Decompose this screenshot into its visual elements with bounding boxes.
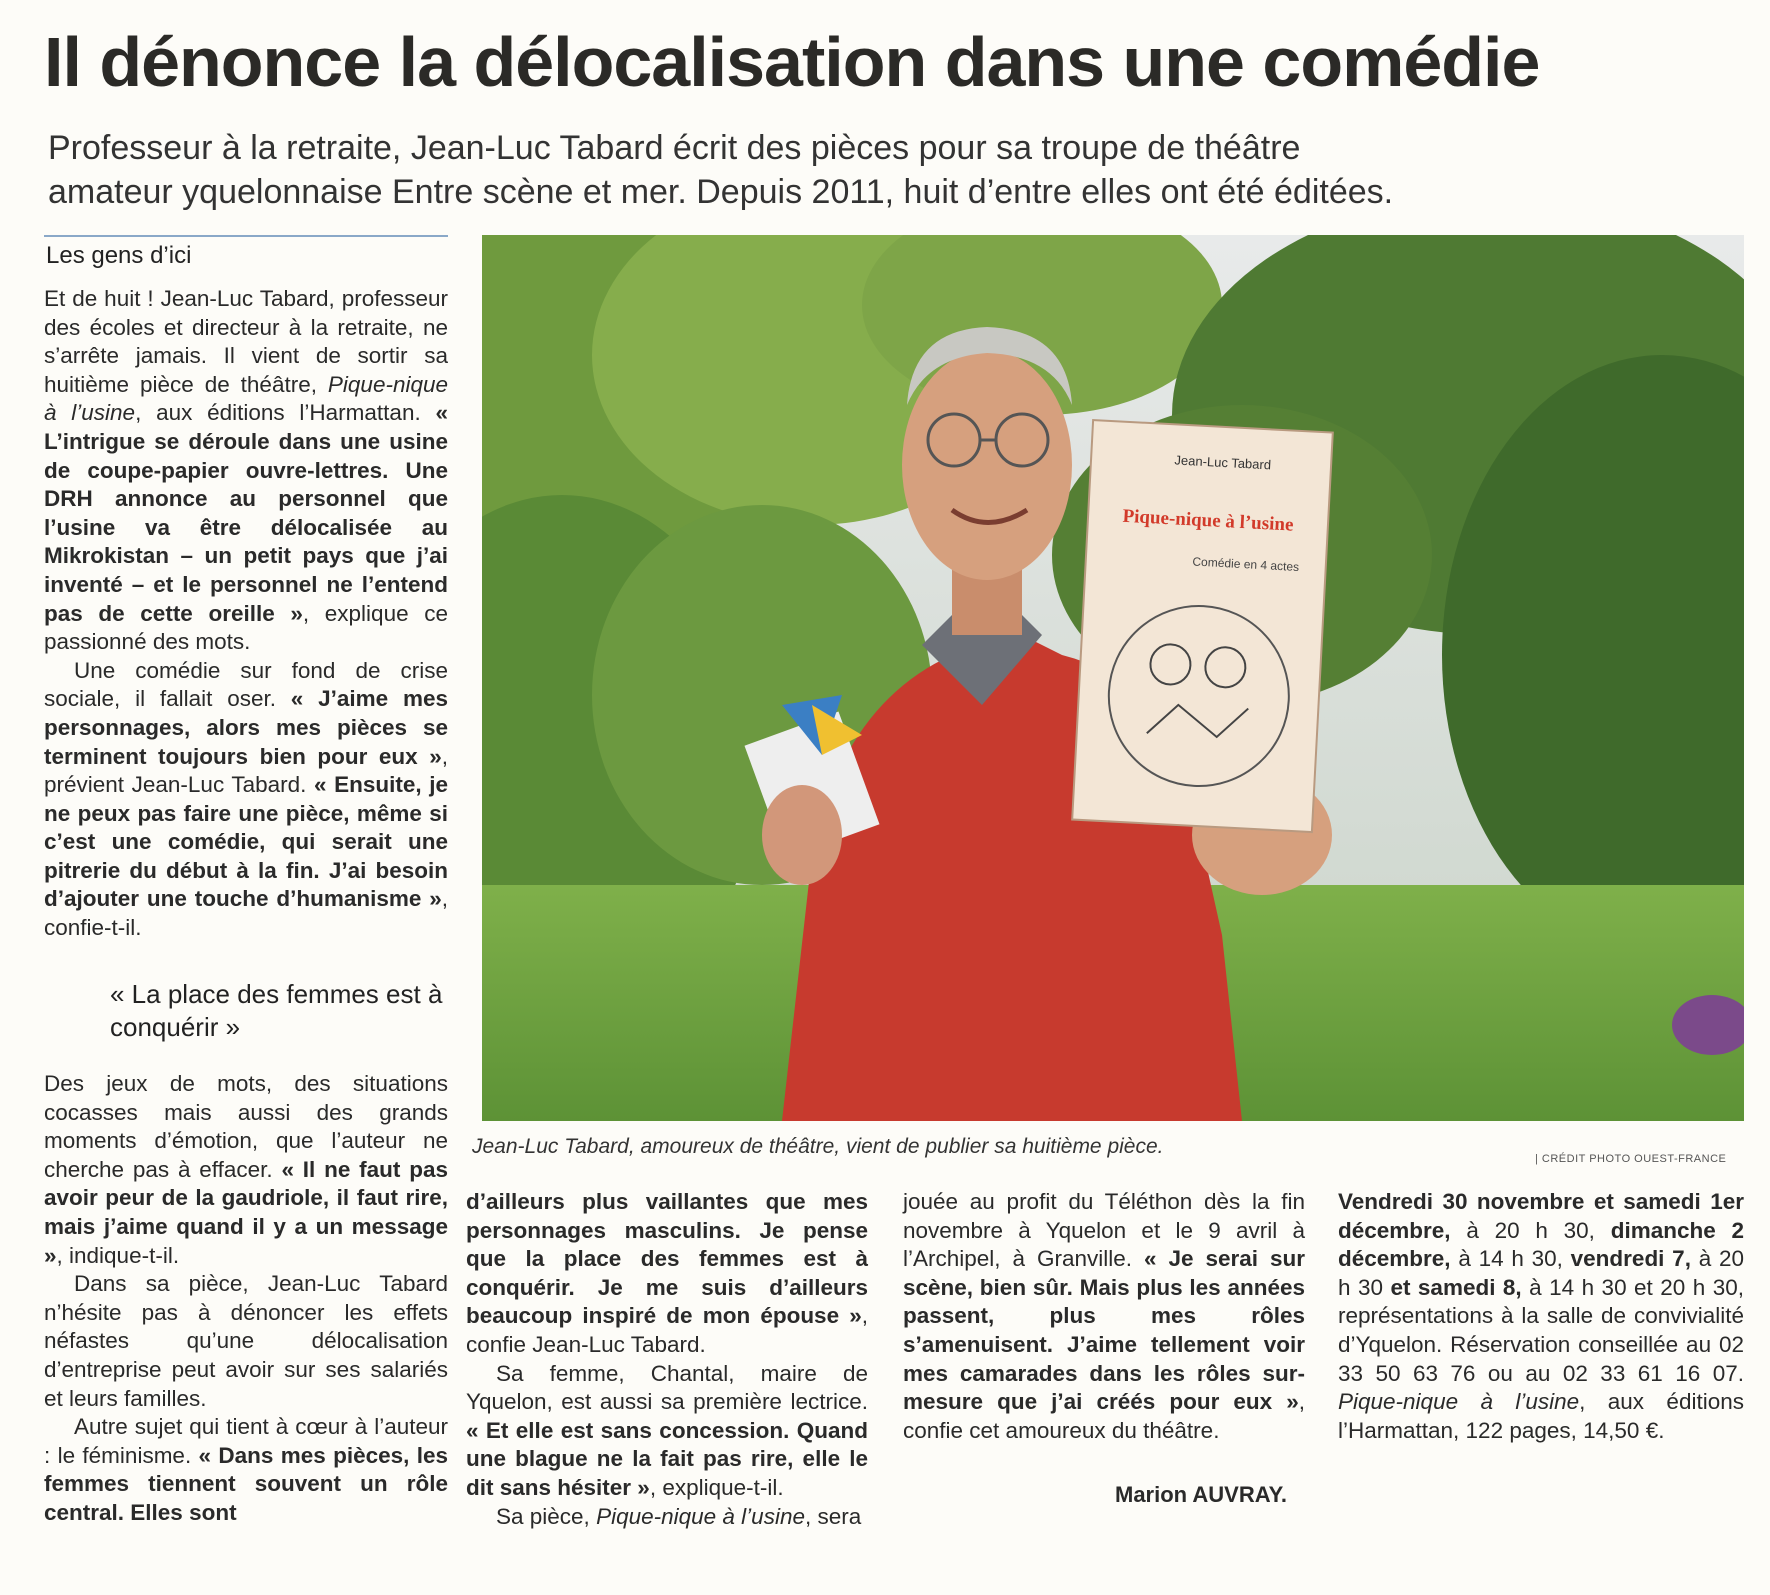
body-text: à 14 h 30, <box>1450 1246 1571 1272</box>
quote-text: « Et elle est sans concession. Quand une blague ne la fait pas rire, elle le dit sans hésiter » <box>466 1417 868 1500</box>
book-title: Pique-nique à l’usine <box>1122 505 1294 536</box>
body-text: , confie cet amoureux du théâtre. <box>903 1389 1305 1443</box>
quote-text: « Dans mes pièces, les femmes tiennent souvent un rôle central. Elles sont <box>44 1442 448 1525</box>
quote-text: d’ailleurs plus vaillantes que mes personnages masculins. Je pense que la place des femmes est à conquérir. Je me suis d’ailleurs beaucoup inspiré de mon épouse » <box>466 1189 868 1329</box>
quote-text: « Ensuite, je ne peux pas faire une pièce, même si c’est une comédie, qui serait une pitrerie du début à la fin. J’ai besoin d’ajouter une touche d’humanisme » <box>44 772 448 912</box>
body-text: Autre sujet qui tient à cœur à l’auteur : le féminisme. <box>44 1414 448 1468</box>
rubric-label: Les gens d’ici <box>46 242 192 269</box>
body-text: jouée au profit du Téléthon dès la fin novembre à Yquelon et le 9 avril à l’Archipel, à Granville. <box>903 1189 1305 1272</box>
article-paragraph <box>44 1070 448 1270</box>
author-signature: Marion AUVRAY. <box>1115 1482 1287 1507</box>
body-text: à 20 h 30, <box>1450 1217 1611 1243</box>
article-paragraph <box>466 1360 868 1503</box>
body-text: , prévient Jean-Luc Tabard. <box>44 743 448 798</box>
body-text: à 14 h 30 et 20 h 30, représentations à la salle de convivialité d’Yquelon. Réservation conseillée au 02 33 50 63 76 ou au 02 33 61 16 07. <box>1338 1274 1744 1386</box>
subhead: Professeur à la retraite, Jean-Luc Tabard écrit des pièces pour sa troupe de théâtre amateur yquelonnaise Entre scène et mer. Depuis 2011, huit d’entre elles ont été éditées. <box>48 129 1394 211</box>
body-text: Des jeux de mots, des situations cocasses mais aussi des grands moments d’émotion, que l’auteur ne cherche pas à effacer. <box>44 1071 448 1182</box>
body-text: Et de huit ! Jean-Luc Tabard, professeur des écoles et directeur à la retraite, ne s’arrête jamais. Il vient de sortir sa huitième pièce de théâtre, <box>44 286 448 397</box>
rubric-rule <box>44 235 448 237</box>
article-photo <box>482 235 1744 1121</box>
body-text: , sera <box>804 1503 862 1529</box>
headline: Il dénonce la délocalisation dans une comédie <box>44 23 1540 101</box>
article-paragraph <box>1338 1188 1744 1445</box>
quote-text: et samedi 8, <box>1390 1274 1522 1300</box>
article-paragraph <box>44 285 448 657</box>
pull-quote: « La place des femmes est à conquérir » <box>110 979 443 1042</box>
body-text: , indique-t-il. <box>56 1242 180 1268</box>
article-paragraph <box>44 1270 448 1413</box>
quote-text: « J’aime mes personnages, alors mes pièces se terminent toujours bien pour eux » <box>44 686 448 769</box>
photo-caption: Jean-Luc Tabard, amoureux de théâtre, vient de publier sa huitième pièce. <box>472 1135 1164 1158</box>
article-column-1-bottom <box>44 1070 448 1528</box>
quote-text: vendredi 7, <box>1570 1246 1691 1272</box>
article-paragraph <box>44 1413 448 1527</box>
quote-text: « Je serai sur scène, bien sûr. Mais plus les années passent, plus mes rôles s’amenuisent. J’aime tellement voir mes camarades dans les rôles sur-mesure que j’ai créés pour eux » <box>903 1246 1305 1415</box>
article-paragraph <box>466 1503 868 1532</box>
article-paragraph <box>44 657 448 943</box>
article-column-4 <box>1338 1188 1744 1445</box>
book-title-text: Pique-nique à l’usine <box>596 1503 805 1529</box>
body-text: Sa pièce, <box>496 1503 597 1529</box>
body-text: , explique-t-il. <box>649 1474 784 1500</box>
photo-credit: | CRÉDIT PHOTO OUEST-FRANCE <box>1535 1153 1727 1165</box>
book-title-text: Pique-nique à l’usine <box>44 371 448 426</box>
book-author: Jean-Luc Tabard <box>1174 452 1272 473</box>
body-text: Dans sa pièce, Jean-Luc Tabard n’hésite pas à dénoncer les effets néfastes qu’une délocalisation d’entreprise peut avoir sur ses salariés et leurs familles. <box>44 1271 448 1411</box>
book-title-text: Pique-nique à l’usine <box>1338 1389 1580 1415</box>
quote-text: « Il ne faut pas avoir peur de la gaudriole, il faut rire, mais j’aime quand il y a un message » <box>44 1156 448 1268</box>
body-text: Une comédie sur fond de crise sociale, il fallait oser. <box>44 657 448 712</box>
quote-text: Vendredi 30 novembre et samedi 1er décembre, <box>1338 1189 1744 1243</box>
body-text: , explique ce passionné des mots. <box>44 600 448 655</box>
body-text: , aux éditions l’Harmattan. <box>135 400 436 426</box>
body-text: à 20 h 30 <box>1338 1246 1744 1300</box>
quote-text: dimanche 2 décembre, <box>1338 1217 1745 1272</box>
photo-illustration <box>482 235 1744 1121</box>
body-text: Sa femme, Chantal, maire de Yquelon, est aussi sa première lectrice. <box>466 1360 868 1415</box>
article-paragraph <box>903 1188 1305 1445</box>
body-text: , confie Jean-Luc Tabard. <box>466 1303 868 1357</box>
body-text: , aux éditions l’Harmattan, 122 pages, 14,50 €. <box>1338 1389 1744 1443</box>
body-text: , confie-t-il. <box>44 886 448 941</box>
article-column-1-top <box>44 285 448 943</box>
quote-text: « L’intrigue se déroule dans une usine de coupe-papier ouvre-lettres. Une DRH annonce au personnel que l’usine va être délocalisée au Mikrokistan – un petit pays que j’ai inventé – et le personnel ne l’entend pas de cette oreille » <box>44 400 448 626</box>
article-column-2 <box>466 1188 868 1531</box>
article-column-3 <box>903 1188 1305 1445</box>
article-paragraph <box>466 1188 868 1360</box>
book-subtitle: Comédie en 4 actes <box>1192 554 1300 575</box>
